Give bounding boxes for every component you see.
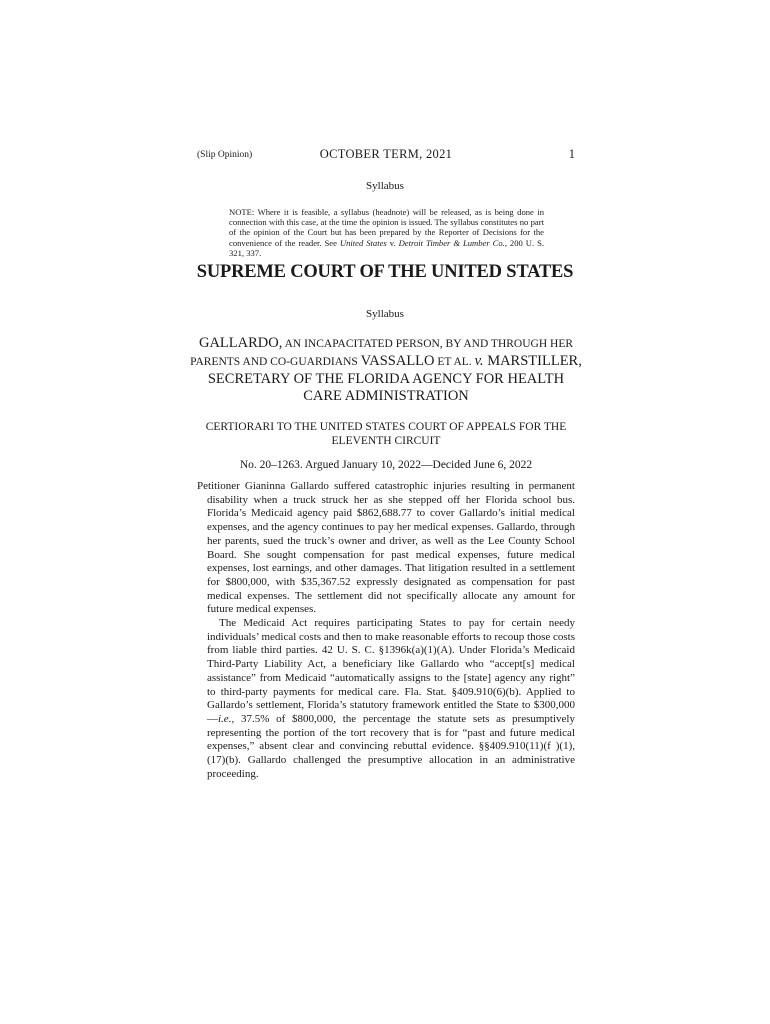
caption-description: AN INCAPACITATED PERSON, BY AND THROUGH HER PARENTS AND CO-GUARDIANS — [190, 338, 574, 368]
caption-et-al: ET AL. — [434, 356, 475, 368]
syllabus-body — [197, 480, 575, 781]
syllabus-subheading: Syllabus — [366, 308, 404, 320]
slip-opinion-label: (Slip Opinion) — [197, 150, 253, 160]
paragraph-2-text-cont: 37.5% of $800,000, the percentage the statute sets as presumptively representing the portion of the tort recovery that is for “past and future medical expenses,” absent clear and convincing rebuttal evidence. §§409.910(11)(f )(1), (17)(b). Gallardo challenged the presumptive allocation in an administrative proceeding. — [207, 712, 575, 780]
note-case-name-2: Detroit Timber & Lumber Co. — [398, 237, 505, 248]
court-name: SUPREME COURT OF THE UNITED STATES — [196, 262, 574, 282]
caption-coguardian: VASSALLO — [360, 353, 435, 369]
docket-line: No. 20–1263. Argued January 10, 2022—Decided June 6, 2022 — [239, 459, 533, 471]
caption-respondent: MARSTILLER, SECRETARY OF THE FLORIDA AGENCY FOR HEALTH CARE ADMINISTRATION — [207, 353, 582, 404]
page-header — [197, 147, 575, 165]
case-caption — [190, 335, 582, 405]
headnote-notice — [229, 207, 544, 258]
note-versus: v. — [386, 237, 399, 248]
caption-petitioner: GALLARDO, — [198, 335, 283, 351]
page-number: 1 — [568, 147, 575, 161]
note-citation: , 200 U. S. 321, 337. — [229, 237, 544, 258]
certiorari-line: CERTIORARI TO THE UNITED STATES COURT OF APPEALS FOR THE ELEVENTH CIRCUIT — [205, 421, 567, 447]
caption-versus: v. — [474, 353, 484, 369]
paragraph-2-ie: i.e., — [218, 712, 235, 725]
paragraph-2 — [197, 617, 575, 781]
paragraph-2-text: The Medicaid Act requires participating States to pay for certain needy individuals’ medical costs and then to make reasonable efforts to recoup those costs from liable third parties. 42 U. S. C. §1396k(a)(1)(A). Under Florida’s Medicaid Third-Party Liability Act, a beneficiary like Gallardo who “accept[s] medical assistance” from Medicaid “automatically assigns to the [state] agency any right” to third-party payments for medical care. Fla. Stat. §409.910(6)(b). Applied to Gallardo’s settlement, Florida’s statutory framework entitled the State to $300,000— — [207, 617, 575, 725]
note-case-name: United States — [339, 237, 387, 248]
syllabus-heading: Syllabus — [366, 180, 404, 192]
note-text: NOTE: Where it is feasible, a syllabus (headnote) will be released, as is being done in connection with this case, at the time the opinion is issued. The syllabus constitutes no part of the opinion of the Court but has been prepared by the Reporter of Decisions for the convenience of the reader. See — [229, 207, 544, 248]
term-label: OCTOBER TERM, 2021 — [319, 147, 453, 161]
paragraph-1: Petitioner Gianinna Gallardo suffered catastrophic injuries resulting in permanent disability when a truck struck her as she stepped off her Florida school bus. Florida’s Medicaid agency paid $862,688.77 to cover Gallardo’s initial medical expenses, and the agency continues to pay her medical expenses. Gallardo, through her parents, sued the truck’s owner and driver, as well as the Lee County School Board. She sought compensation for past medical expenses, future medical expenses, lost earnings, and other damages. That litigation resulted in a settlement for $800,000, with $35,367.52 expressly designated as compensation for past medical expenses. The settlement did not specifically allocate any amount for future medical expenses. — [197, 480, 575, 616]
